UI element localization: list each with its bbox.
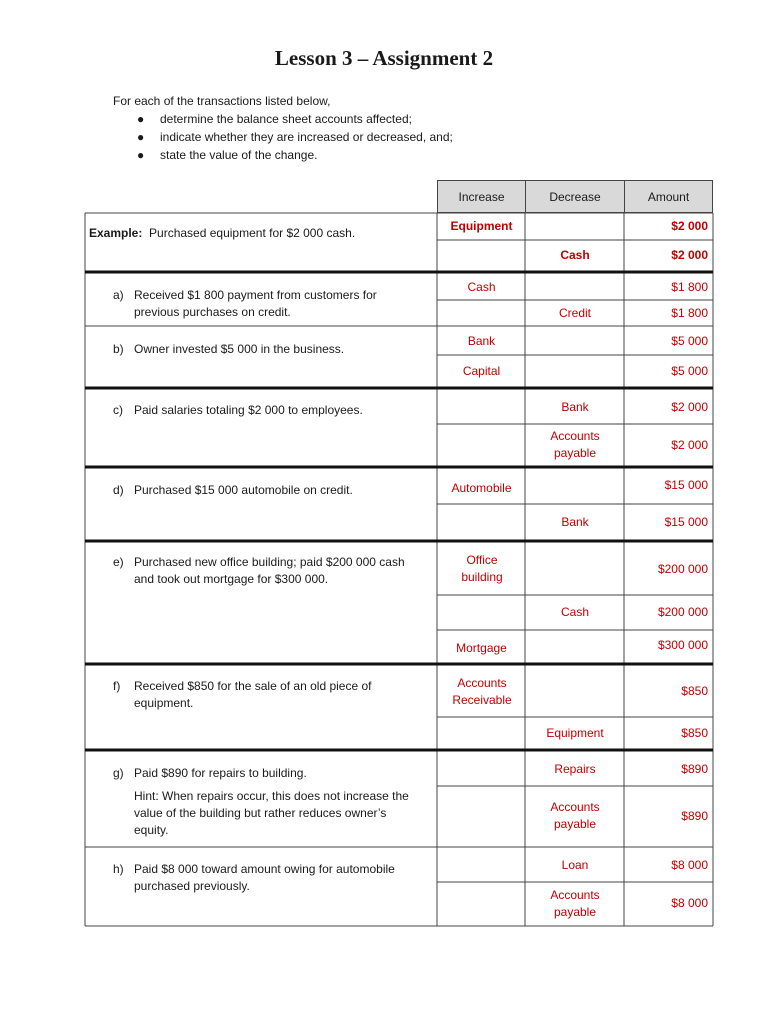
transaction-text: Received $850 for the sale of an old piece of equipment. [134, 679, 372, 710]
amount-cell: $200 000 [657, 561, 708, 576]
transaction-e [113, 554, 418, 588]
amount-cell: $15 000 [664, 477, 708, 492]
decrease-cell: Bank [561, 399, 589, 414]
increase-cell: Mortgage [456, 641, 507, 655]
decrease-cell: Credit [558, 305, 591, 320]
transaction-b [113, 341, 418, 358]
header-amount: Amount [624, 180, 713, 213]
transaction-id: h) [113, 862, 124, 876]
transaction-id: a) [113, 288, 124, 302]
decrease-cell: Cash [560, 605, 589, 619]
increase-cell: Accounts Receivable [452, 675, 512, 707]
increase-cell: Bank [467, 333, 496, 348]
header-increase: Increase [437, 180, 526, 213]
example-text: Purchased equipment for $2 000 cash. [149, 226, 356, 240]
bullet-text: indicate whether they are increased or decreased, and; [160, 130, 453, 144]
transaction-id: b) [113, 342, 124, 356]
increase-cell: Automobile [451, 480, 512, 495]
bullet-text: determine the balance sheet accounts affected; [160, 112, 412, 126]
transaction-hint: Hint: When repairs occur, this does not increase the value of the building but rather reduces owner’s equity. [134, 789, 409, 837]
decrease-cell: Cash [560, 248, 590, 262]
transaction-text: Paid $890 for repairs to building. [134, 766, 307, 780]
decrease-cell: Repairs [554, 761, 596, 776]
increase-cell: Office building [461, 553, 503, 584]
instructions [113, 92, 453, 164]
amount-cell: $2 000 [671, 248, 708, 262]
amount-cell: $8 000 [671, 857, 708, 872]
transaction-h [113, 861, 418, 895]
amount-cell: $850 [681, 725, 708, 740]
transaction-id: d) [113, 483, 124, 497]
list-item [137, 110, 453, 128]
amount-cell: $850 [681, 684, 708, 698]
increase-cell: Cash [467, 279, 496, 294]
page-title: Lesson 3 – Assignment 2 [274, 46, 494, 70]
amount-cell: $15 000 [664, 514, 708, 529]
transaction-id: f) [113, 679, 121, 693]
transaction-text: Paid $8 000 toward amount owing for automobile purchased previously. [134, 862, 395, 893]
list-item [137, 128, 453, 146]
increase-cell: Capital [462, 363, 501, 378]
bullet-icon: ● [137, 148, 145, 162]
amount-cell: $8 000 [671, 896, 708, 910]
amount-cell: $300 000 [657, 638, 708, 652]
bullet-text: state the value of the change. [160, 148, 318, 162]
transaction-text: Purchased new office building; paid $200 000 cash and took out mortgage for $300 000. [134, 555, 405, 586]
amount-cell: $1 800 [671, 305, 708, 320]
transaction-id: c) [113, 403, 123, 417]
bullet-icon: ● [137, 130, 145, 144]
transaction-id: g) [113, 766, 124, 780]
transaction-c [113, 402, 418, 419]
decrease-cell: Loan [561, 857, 589, 872]
decrease-cell: Accounts payable [550, 800, 600, 831]
increase-cell: Equipment [450, 219, 513, 233]
transaction-text: Received $1 800 payment from customers for previous purchases on credit. [134, 288, 377, 319]
example-label: Example: [89, 226, 143, 240]
bullet-icon: ● [137, 112, 145, 126]
transaction-d [113, 482, 418, 499]
decrease-cell: Accounts payable [550, 887, 600, 919]
amount-cell: $2 000 [671, 437, 708, 452]
decrease-cell: Bank [561, 514, 589, 529]
amount-cell: $890 [681, 761, 708, 776]
example-row [89, 226, 355, 240]
list-item [137, 146, 453, 164]
decrease-cell: Accounts payable [550, 429, 600, 460]
amount-cell: $5 000 [671, 363, 708, 378]
header-decrease: Decrease [525, 180, 625, 213]
transaction-text: Purchased $15 000 automobile on credit. [134, 483, 353, 497]
transaction-f [113, 678, 418, 712]
amount-cell: $5 000 [671, 333, 708, 348]
amount-cell: $1 800 [671, 279, 708, 294]
transaction-id: e) [113, 555, 124, 569]
amount-cell: $200 000 [657, 605, 708, 619]
decrease-cell: Equipment [546, 725, 604, 740]
instructions-list [113, 110, 453, 164]
transaction-text: Owner invested $5 000 in the business. [134, 342, 345, 356]
amount-cell: $2 000 [671, 399, 708, 414]
amount-cell: $890 [681, 808, 708, 823]
transaction-g [113, 765, 418, 839]
transaction-a [113, 287, 418, 321]
instructions-lead: For each of the transactions listed below, [113, 94, 331, 108]
transaction-text: Paid salaries totaling $2 000 to employees. [134, 403, 363, 417]
amount-cell: $2 000 [671, 219, 708, 233]
